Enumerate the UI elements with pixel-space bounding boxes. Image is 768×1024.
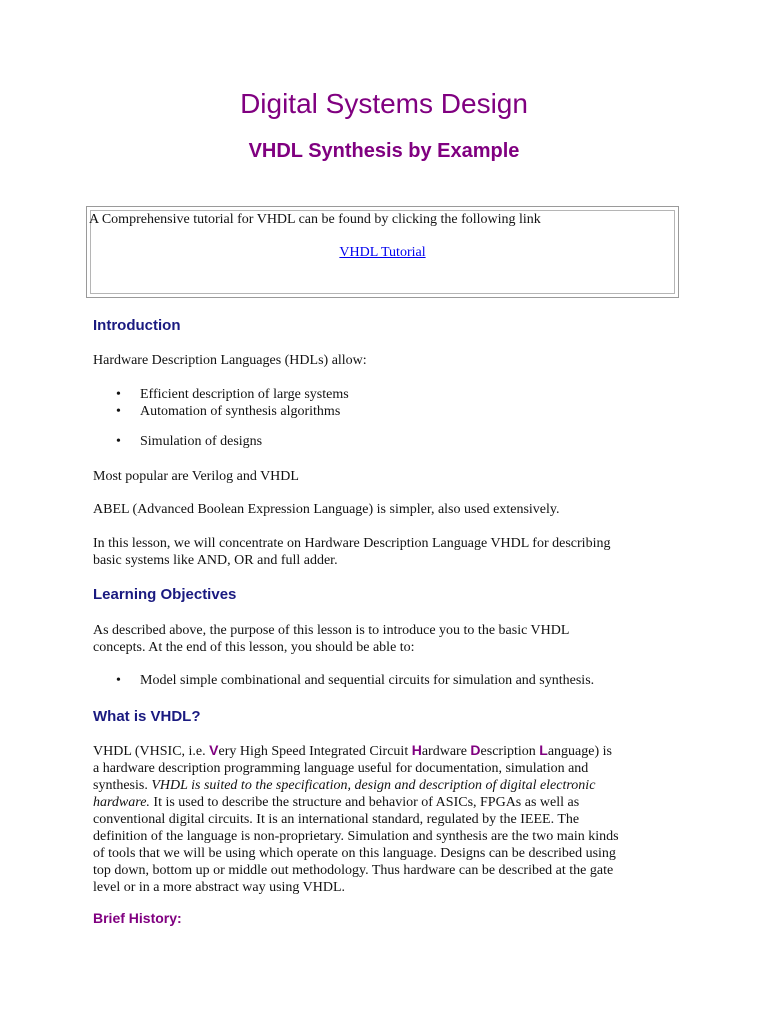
italic-text: VHDL is suited to the specification, design and description of digital electronic xyxy=(151,778,596,793)
what-is-vhdl-line-1 xyxy=(93,742,693,760)
objectives-bullet-1: Model simple combinational and sequential circuits for simulation and synthesis. xyxy=(140,673,595,688)
introduction-heading: Introduction xyxy=(93,317,181,334)
bullet-marker: • xyxy=(116,434,121,449)
learning-objectives-heading: Learning Objectives xyxy=(93,586,237,603)
what-is-vhdl-line-4 xyxy=(93,794,693,811)
what-is-vhdl-line-9: level or in a more abstract way using VHDL. xyxy=(93,880,346,895)
introduction-lead: Hardware Description Languages (HDLs) allow: xyxy=(93,353,367,368)
what-is-vhdl-line-3 xyxy=(93,777,693,794)
introduction-paragraph-3-line-2: basic systems like AND, OR and full adder. xyxy=(93,553,338,568)
page-subtitle: VHDL Synthesis by Example xyxy=(248,140,520,162)
text-segment: It is used to describe the structure and behavior of ASICs, FPGAs as well as xyxy=(149,795,580,810)
bullet-marker: • xyxy=(116,404,121,419)
what-is-vhdl-line-2: a hardware description programming language useful for documentation, simulation and xyxy=(93,761,589,776)
objectives-paragraph-line-2: concepts. At the end of this lesson, you should be able to: xyxy=(93,640,415,655)
introduction-bullet-1: Efficient description of large systems xyxy=(140,387,349,402)
text-segment: ardware xyxy=(421,744,471,759)
what-is-vhdl-paragraph xyxy=(93,742,693,896)
page-title: Digital Systems Design xyxy=(240,88,528,119)
introduction-bullet-2: Automation of synthesis algorithms xyxy=(140,404,341,419)
what-is-vhdl-heading: What is VHDL? xyxy=(93,708,201,725)
acronym-letter-l: L xyxy=(539,742,548,758)
text-segment: synthesis. xyxy=(93,778,152,793)
brief-history-heading: Brief History: xyxy=(93,910,182,926)
introduction-paragraph-1: Most popular are Verilog and VHDL xyxy=(93,469,299,484)
text-segment: ery High Speed Integrated Circuit xyxy=(218,744,412,759)
bullet-marker: • xyxy=(116,673,121,688)
text-segment: anguage) is xyxy=(547,744,612,759)
tutorial-box xyxy=(86,206,679,298)
what-is-vhdl-line-6: definition of the language is non-proprietary. Simulation and synthesis are the two main kinds xyxy=(93,829,619,844)
vhdl-tutorial-link[interactable]: VHDL Tutorial xyxy=(339,245,426,260)
text-segment: VHDL (VHSIC, i.e. xyxy=(93,744,210,759)
introduction-paragraph-2: ABEL (Advanced Boolean Expression Language) is simpler, also used extensively. xyxy=(93,502,560,517)
italic-text: hardware. xyxy=(93,795,150,810)
text-segment: escription xyxy=(480,744,540,759)
what-is-vhdl-line-7: of tools that we will be using which operate on this language. Designs can be described using xyxy=(93,846,616,861)
acronym-letter-v: V xyxy=(209,742,219,758)
objectives-paragraph xyxy=(93,622,693,656)
what-is-vhdl-line-5: conventional digital circuits. It is an international standard, regulated by the IEEE. The xyxy=(93,812,580,827)
what-is-vhdl-line-8: top down, bottom up or middle out methodology. Thus hardware can be described at the gate xyxy=(93,863,614,878)
tutorial-box-text: A Comprehensive tutorial for VHDL can be found by clicking the following link xyxy=(89,212,541,227)
introduction-paragraph-3 xyxy=(93,535,693,569)
bullet-marker: • xyxy=(116,387,121,402)
acronym-letter-d: D xyxy=(470,742,481,758)
acronym-letter-h: H xyxy=(411,742,422,758)
introduction-bullet-3: Simulation of designs xyxy=(140,434,263,449)
objectives-paragraph-line-1: As described above, the purpose of this lesson is to introduce you to the basic VHDL xyxy=(93,623,570,638)
introduction-paragraph-3-line-1: In this lesson, we will concentrate on Hardware Description Language VHDL for describing xyxy=(93,536,611,551)
